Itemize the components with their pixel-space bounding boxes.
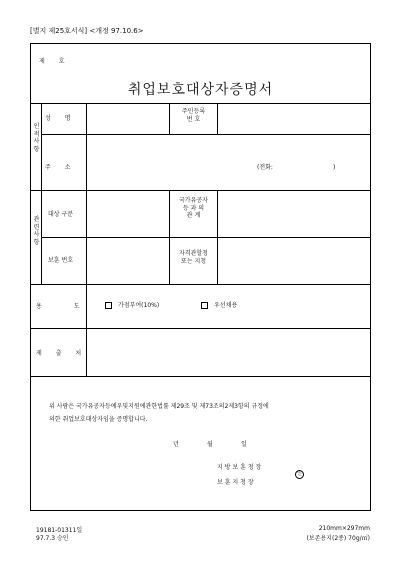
paper-type: (보존용지(2종) 70g/㎡): [306, 535, 370, 542]
relation-label: 국가유공자 등 과 의 관 계: [179, 197, 208, 219]
certificate-title: 취업보호대상자증명서: [127, 82, 274, 98]
certificate-number-label: 제 호: [39, 58, 71, 65]
issuer-line-1: 지 방 보 훈 청 장: [217, 464, 262, 471]
usage-bonus-checkbox[interactable]: [105, 302, 112, 309]
approval-code: 19181-01311일: [36, 527, 83, 534]
statement-line-1: 위 사람은 국가유공자등예우및지원에관한법률 제29조 및 제73조의2제3항의 규정에: [49, 403, 269, 410]
protect-number-field[interactable]: [87, 238, 168, 283]
name-field[interactable]: [87, 104, 168, 133]
usage-label: 용 도: [36, 303, 80, 310]
group-divider: [41, 103, 42, 284]
address-label: 주 소: [45, 164, 77, 171]
rrn-label: 주민등록 번 호: [181, 108, 206, 123]
name-label: 성 명: [45, 115, 77, 122]
personal-info-group-label: 인 적 사 항: [33, 123, 40, 153]
usage-priority-checkbox[interactable]: [201, 302, 208, 309]
date-year: 년: [173, 441, 179, 448]
divider-submit: [31, 376, 370, 377]
protect-number-label: 보훈 번호: [48, 257, 74, 264]
usage-option-bonus[interactable]: 가점부여(10%): [105, 302, 159, 310]
issuer-line-2: 보 훈 지 청 장: [217, 479, 254, 486]
address-field[interactable]: [87, 135, 287, 189]
relation-field[interactable]: [218, 191, 369, 236]
certificate-form: [30, 43, 371, 511]
submit-to-label: 제 출 처: [36, 350, 88, 357]
usage-option-priority[interactable]: 우선채용: [201, 302, 237, 310]
phone-close: ): [333, 164, 336, 171]
date-day: 일: [241, 441, 247, 448]
statement-line-2: 의한 취업보호대상자임을 증명합니다.: [49, 416, 148, 423]
target-type-field[interactable]: [87, 191, 168, 236]
office-field[interactable]: [218, 238, 369, 283]
target-type-label: 대상 구분: [48, 211, 74, 218]
divider-related: [31, 284, 370, 285]
approval-date: 97.7.3 승인: [36, 535, 69, 542]
rrn-field[interactable]: [218, 104, 369, 133]
submit-to-field[interactable]: [87, 329, 369, 375]
date-month: 월: [207, 441, 213, 448]
seal-mark: 인: [295, 470, 304, 479]
phone-label: (전화:: [257, 164, 273, 171]
office-label: 자격관할청 또는 지청: [179, 250, 208, 265]
form-number-note: [별지 제25호서식] <개정 97.10.6>: [30, 27, 144, 35]
related-info-group-label: 관 련 사 항: [33, 216, 40, 246]
paper-size: 210mm×297mm: [318, 525, 370, 532]
